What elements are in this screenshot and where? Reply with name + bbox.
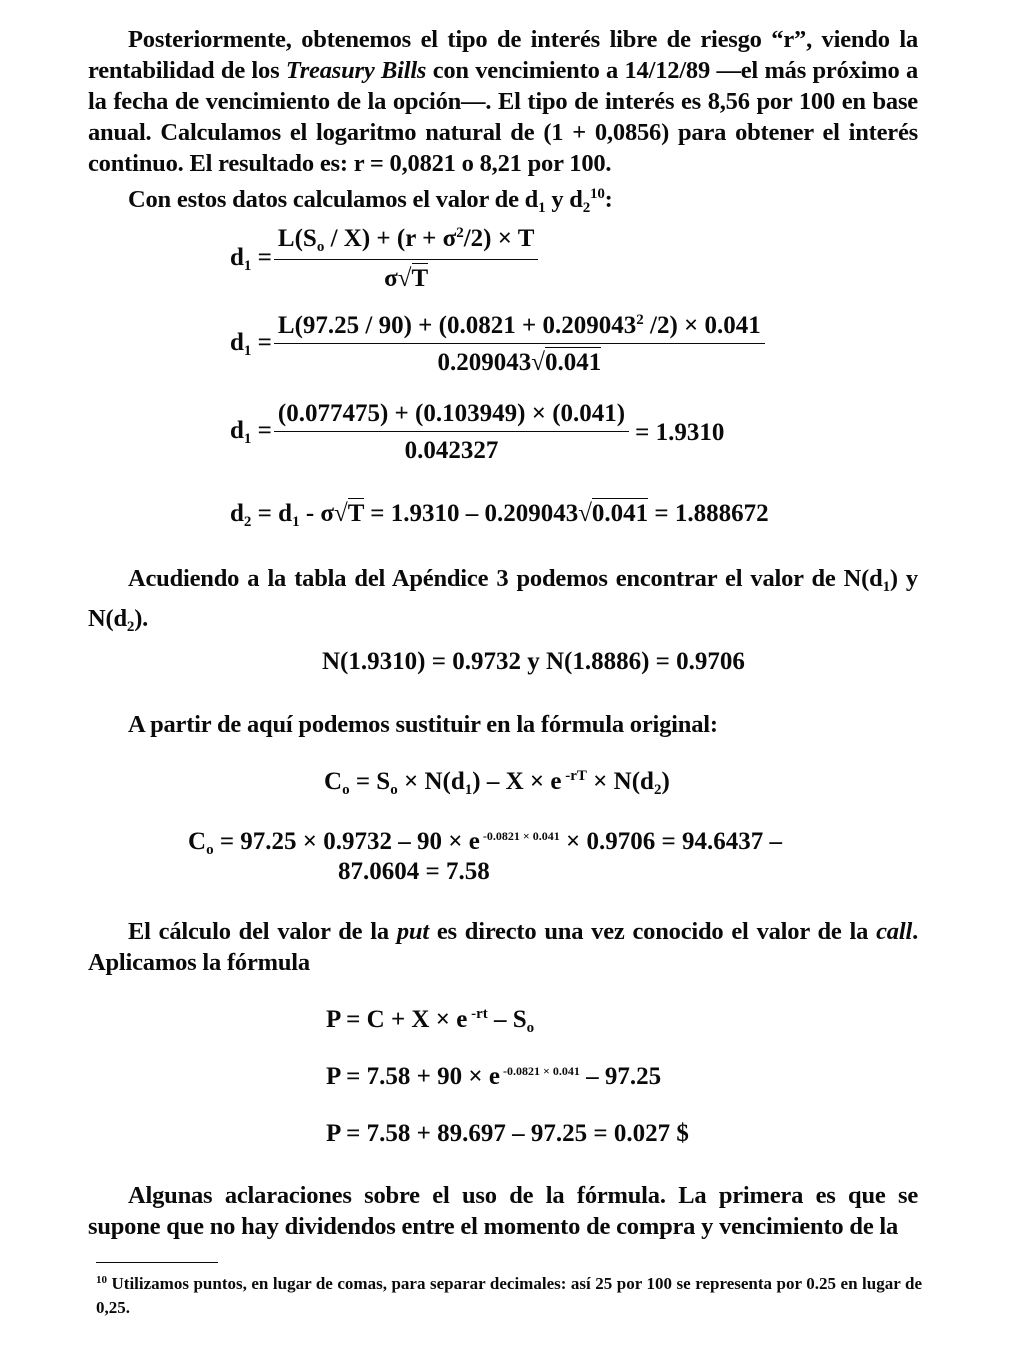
fraction-numerator: $L(S_o / X) + (r + \sigma^2/2) \times T$ [274,225,539,260]
equation-put-numeric-2: P = 7.58 + 89.697 – 97.25 = 0.027 $ [326,1120,689,1147]
fraction-numerator: $L(97.25 / 90) + (0.0821 + 0.209043^2$ /2) × 0.041 [274,312,765,344]
italic-term-call: call [876,918,913,945]
paragraph-text: : [604,186,613,213]
subscript: 2 [582,200,591,216]
fraction-denominator: 0.042327 [404,437,499,464]
equation-put-formula: P = C + X × e $^{-rt} - S_o$ [326,1006,535,1036]
footnote-marker: 10 [96,1274,107,1286]
footnote-separator [96,1262,218,1263]
paragraph-text: con vencimiento a 14/12/89 —el más próximo a la fecha de vencimiento de la opción—. El tipo de interés es 8,56 por 100 en base anual. Calculamos el logaritmo natural de (1 + 0,0856) para obtener el interés continuo. El resultado es: r = 0,0821 o 8,21 por 100. [88,57,919,177]
italic-term-put: put [396,918,429,945]
equation-lhs: $d_1$ = [230,417,272,447]
equation-put-numeric-1: P = 7.58 + 90 × e $^{-0.0821 \times 0.041}$ – 97.25 [326,1063,662,1090]
subscript: 1 [538,200,546,216]
paragraph-text: Posteriormente, obtenemos el tipo de interés libre de riesgo “r”, viendo la rentabilidad de los [88,26,918,84]
equation-d1-formula [230,225,538,293]
fraction [274,225,539,293]
paragraph-text: Con estos datos calculamos el valor de d [128,186,539,213]
fraction-denominator: 0.209043√0.041 [437,349,602,376]
fraction [274,312,765,377]
equation-lhs: $d_1$ = [230,329,272,359]
fraction [274,400,629,465]
equation-call-numeric: $C_o = 97.25 \times 0.9732 - 90 \times e$ $^{-0.0821 \times 0.041}$ × 0.9706 = 94.6437 – [188,828,782,858]
equation-result: = 1.9310 [635,418,725,446]
italic-term-treasury-bills: Treasury Bills [285,57,427,84]
paragraph-text: y d [545,186,583,213]
paragraph-calc-d1-d2 [88,179,918,224]
fraction-denominator: σ√T [384,265,429,292]
paragraph-appendix-table: Acudiendo a la tabla del Apéndice 3 podemos encontrar el valor de $N(d_1)$ y $N(d_2)$. [88,565,918,635]
equation-d2: $d_2 = d_1 - \sigma√T = 1.9310 - 0.209043√0.041 = 1.888672$ [230,500,769,530]
paragraph-put-calc: El cálculo del valor de la put es directo una vez conocido el valor de la call. Aplicamos la fórmula [88,918,918,976]
footnote-text: Utilizamos puntos, en lugar de comas, para separar decimales: así 25 por 100 se representa por 0.25 en lugar de 0,25. [96,1274,922,1317]
equation-n-values: N(1.9310) = 0.9732 y N(1.8886) = 0.9706 [322,648,745,675]
footnote-reference: 10 [590,186,605,202]
paragraph-substitute: A partir de aquí podemos sustituir en la fórmula original: [128,711,718,738]
equation-d1-result [230,400,724,465]
equation-d1-numeric [230,312,765,377]
paragraph-clarifications: Algunas aclaraciones sobre el uso de la fórmula. La primera es que se supone que no hay dividendos entre el momento de compra y vencimiento de la [88,1182,918,1240]
fraction-numerator: (0.077475) + (0.103949) × (0.041) [274,400,629,432]
footnote [96,1268,922,1320]
equation-call-formula: $C_o = S_o \times N(d_1) - X \times e$ $^{-rT} \times N(d_2)$ [324,768,670,798]
equation-call-numeric-line2: 87.0604 = 7.58 [338,858,490,885]
equation-lhs: $d_1$ = [230,243,272,274]
paragraph-risk-free-rate [88,24,918,179]
